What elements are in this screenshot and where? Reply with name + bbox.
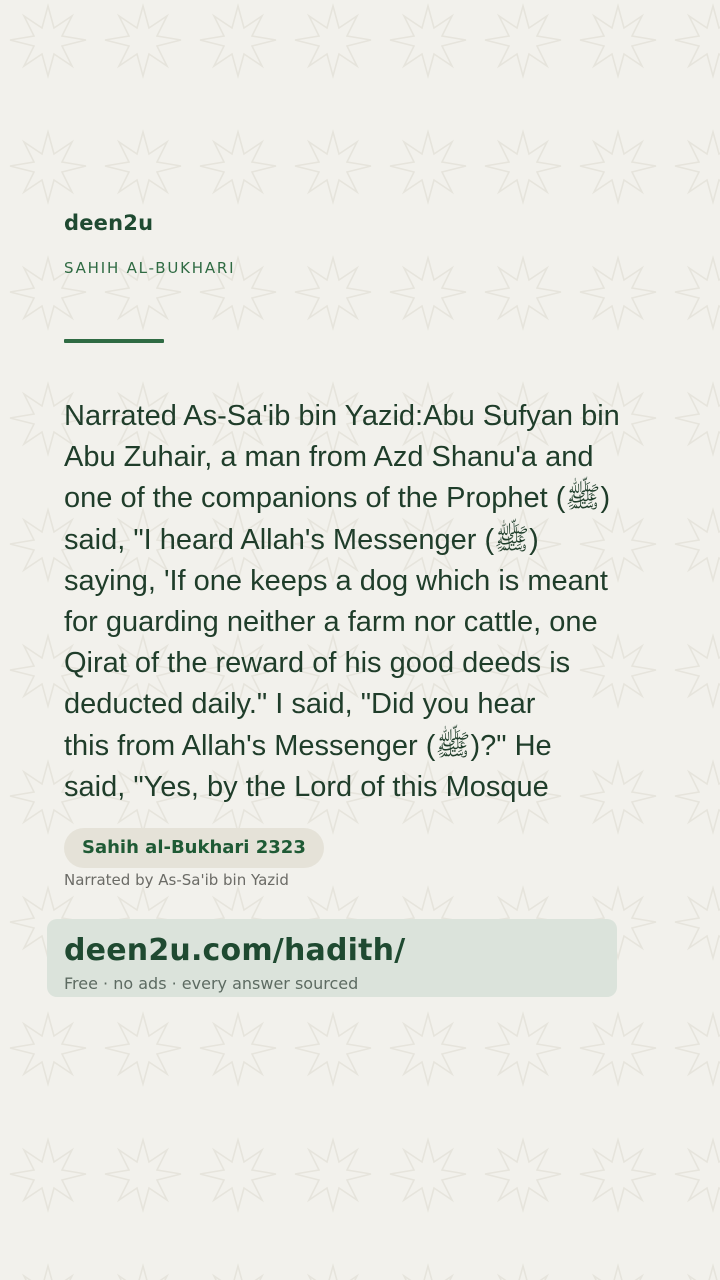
divider — [64, 339, 164, 343]
reference-badge: Sahih al-Bukhari 2323 — [64, 828, 324, 868]
tagline: Free · no ads · every answer sourced — [64, 974, 359, 993]
narrator-line: Narrated by As-Sa'ib bin Yazid — [64, 871, 289, 889]
site-link[interactable]: deen2u.com/hadith/ — [64, 933, 406, 968]
link-card[interactable] — [47, 919, 617, 997]
hadith-text: Narrated As-Sa'ib bin Yazid:Abu Sufyan bin Abu Zuhair, a man from Azd Shanu'a and one of the companions of the Prophet (ﷺ) said, "I heard Allah's Messenger (ﷺ) saying, 'If one keeps a dog which is meant for guarding neither a farm nor cattle, one Qirat of the reward of his good deeds is deducted daily." I said, "Did you hear this from Allah's Messenger (ﷺ)?" He said, "Yes, by the Lord of this Mosque — [64, 400, 620, 803]
brand-name: deen2u — [64, 211, 154, 235]
collection-label: SAHIH AL-BUKHARI — [64, 259, 236, 277]
